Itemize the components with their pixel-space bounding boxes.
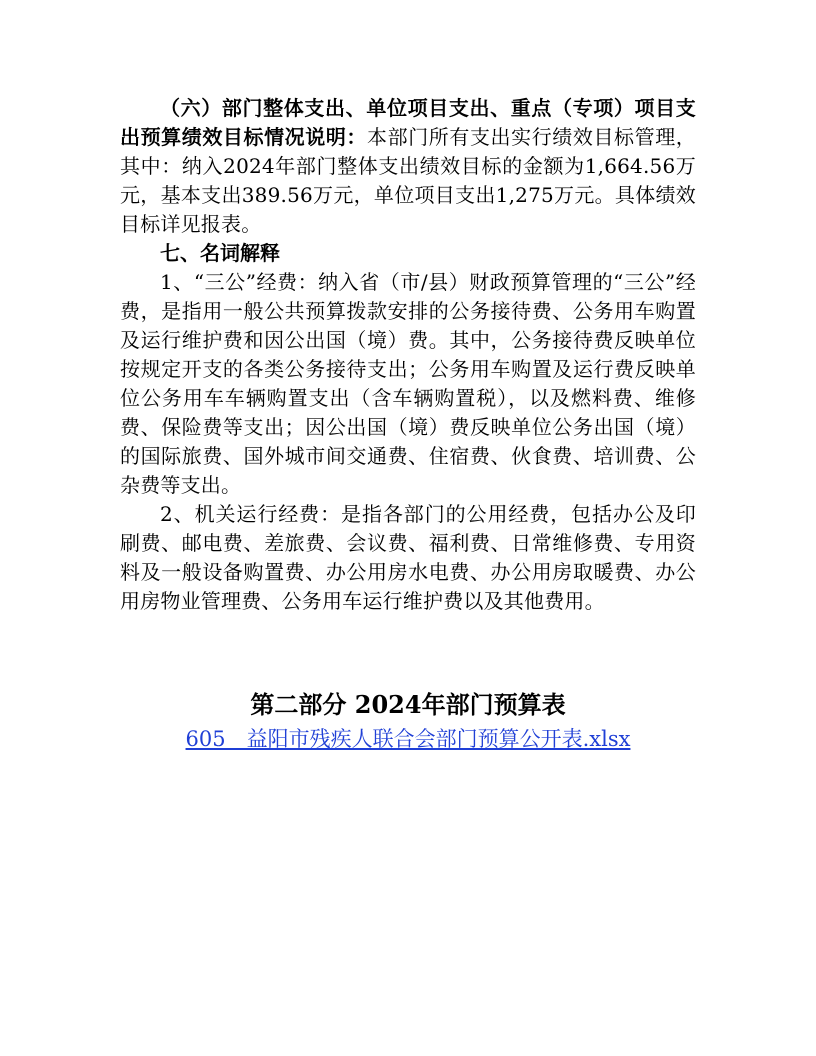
section6-title: （六）部门整体支出、单位项目支出、重点（专项）项目支出预算绩效目标情况说明： [120, 96, 696, 149]
section6-body: 本部门所有支出实行绩效目标管理，其中：纳入2024年部门整体支出绩效目标的金额为1,664.56万元，基本支出389.56万元，单位项目支出1,275万元。具体绩效目标详见报表。 [120, 125, 697, 236]
definition-operating-funds: 2、机关运行经费：是指各部门的公用经费，包括办公及印刷费、邮电费、差旅费、会议费、福利费、日常维修费、专用资料及一般设备购置费、办公用房水电费、办公用房取暖费、办公用房物业管理费、公务用车运行维护费以及其他费用。 [120, 502, 696, 613]
part2-title: 第二部分 2024年部门预算表 [250, 690, 566, 719]
budget-file-link-container [0, 723, 816, 755]
definition-sangong: 1、“三公”经费：纳入省（市/县）财政预算管理的“三公”经费，是指用一般公共预算拨款安排的公务接待费、公务用车购置及运行维护费和因公出国（境）费。其中，公务接待费反映单位按规定开支的各类公务接待支出；公务用车购置及运行费反映单位公务用车车辆购置支出（含车辆购置税），以及燃料费、维修费、保险费等支出；因公出国（境）费反映单位公务出国（境）的国际旅费、国外城市间交通费、住宿费、伙食费、培训费、公杂费等支出。 [120, 270, 696, 497]
section6-paragraph [120, 94, 696, 239]
document-body [120, 94, 696, 616]
section7-heading: 七、名词解释 [160, 241, 280, 265]
budget-file-link[interactable]: 605 益阳市残疾人联合会部门预算公开表.xlsx [185, 727, 631, 751]
